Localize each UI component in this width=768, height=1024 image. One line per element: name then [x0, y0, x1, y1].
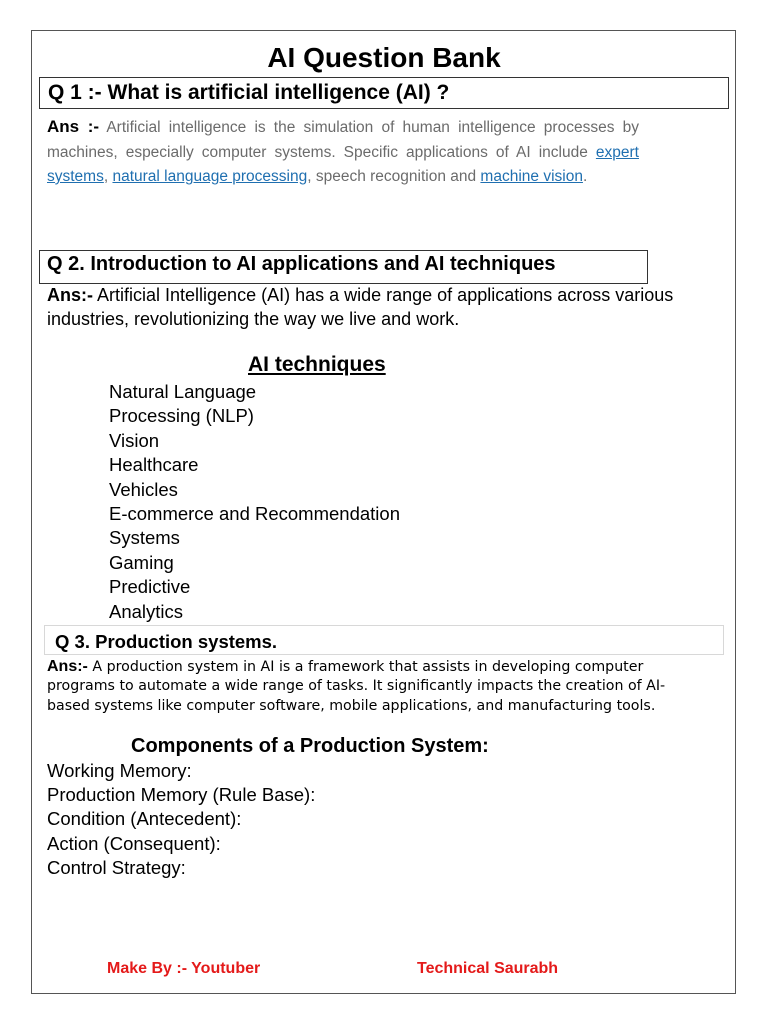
- techniques-heading: AI techniques: [248, 353, 386, 376]
- link-expert[interactable]: expert: [595, 143, 639, 161]
- list-item: Processing (NLP): [109, 405, 254, 427]
- list-item: Working Memory:: [47, 760, 192, 781]
- list-item: Condition (Antecedent):: [47, 808, 242, 830]
- answer-1-end: .: [582, 168, 588, 185]
- answer-1: [47, 115, 639, 190]
- list-item: Vehicles: [109, 478, 178, 500]
- list-item: Natural Language: [109, 381, 257, 402]
- link-natural-language-processing[interactable]: natural language processing: [112, 168, 308, 185]
- question-1-text: Q 1 :- What is artificial intelligence (AI) ?: [48, 81, 450, 104]
- components-heading: Components of a Production System:: [131, 735, 489, 757]
- answer-3-text: A production system in AI is a framework that assists in developing computer programs to automate a wide range of tasks. It significantly impacts the creation of AI-based systems like computer software, mobile applications, and manufacturing tools.: [47, 659, 666, 714]
- link-systems[interactable]: systems: [47, 168, 104, 185]
- list-item: Predictive: [109, 576, 191, 598]
- list-item: Systems: [109, 527, 180, 549]
- answer-3-label: Ans:-: [47, 658, 88, 675]
- answer-2-label: Ans:-: [47, 285, 93, 305]
- question-2-text: Q 2. Introduction to AI applications and AI techniques: [47, 253, 556, 275]
- list-item: Gaming: [109, 551, 174, 573]
- techniques-list: [109, 380, 400, 624]
- footer-made-by: Make By :- Youtuber: [107, 960, 261, 977]
- list-item: E-commerce and Recommendation: [109, 503, 400, 525]
- list-item: Control Strategy:: [47, 856, 186, 878]
- page-title: AI Question Bank: [267, 42, 501, 73]
- list-item: Analytics: [109, 600, 184, 622]
- answer-1-label: Ans :-: [47, 117, 100, 136]
- link-machine-vision[interactable]: machine vision: [480, 168, 583, 185]
- list-item: Healthcare: [109, 454, 199, 476]
- answer-1-text-2: , speech recognition and: [307, 168, 481, 185]
- answer-2-text: Artificial Intelligence (AI) has a wide range of applications across various industries, revolutionizing the way we live and work.: [47, 285, 674, 329]
- footer-author: Technical Saurabh: [417, 960, 559, 977]
- answer-2: [47, 283, 727, 331]
- question-3-text: Q 3. Production systems.: [55, 631, 278, 652]
- list-item: Production Memory (Rule Base):: [47, 784, 316, 806]
- list-item: Action (Consequent):: [47, 832, 221, 854]
- answer-3: [47, 657, 707, 716]
- components-list: [47, 759, 315, 880]
- answer-1-text: Artificial intelligence is the simulation of human intelligence processes by machines, especially computer systems. Specific applications of AI include: [47, 119, 639, 161]
- answer-1-separator: ,: [103, 168, 113, 185]
- list-item: Vision: [109, 429, 160, 451]
